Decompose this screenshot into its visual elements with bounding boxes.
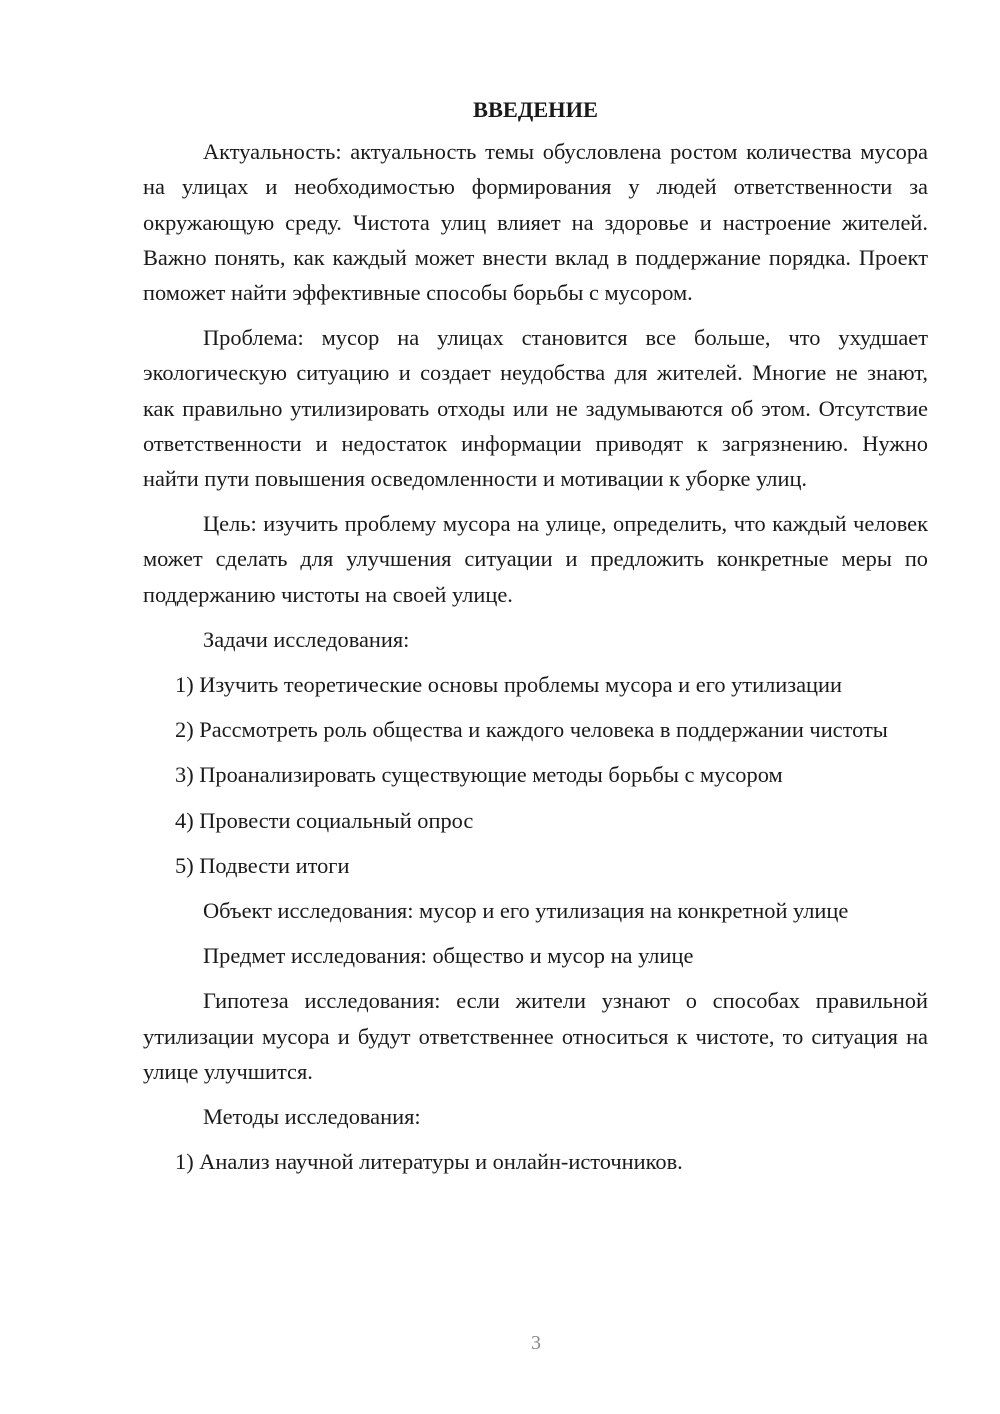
hypothesis-paragraph: Гипотеза исследования: если жители узнают о способах правильной утилизации мусора и будут ответственнее относиться к чистоте, то ситуация на улице улучшится. [143, 988, 928, 1084]
goal-paragraph: Цель: изучить проблему мусора на улице, определить, что каждый человек может сделать для улучшения ситуации и предложить конкретные меры по поддержанию чистоты на своей улице. [143, 511, 928, 607]
relevance-paragraph: Актуальность: актуальность темы обусловлена ростом количества мусора на улицах и необходимостью формирования у людей ответственности за окружающую среду. Чистота улиц влияет на здоровье и настроение жителей. Важно понять, как каждый может внести вклад в поддержание порядка. Проект поможет найти эффективные способы борьбы с мусором. [143, 139, 928, 306]
page-content [143, 92, 928, 1189]
task-item: 4) Провести социальный опрос [175, 807, 474, 833]
section-heading: ВВЕДЕНИЕ [473, 97, 598, 122]
task-item: 2) Рассмотреть роль общества и каждого человека в поддержании чистоты [175, 717, 888, 743]
tasks-title: Задачи исследования: [203, 626, 410, 652]
task-item: 5) Подвести итоги [175, 852, 350, 878]
page-number: 3 [531, 1332, 541, 1354]
problem-paragraph: Проблема: мусор на улицах становится все больше, что ухудшает экологическую ситуацию и создает неудобства для жителей. Многие не знают, как правильно утилизировать отходы или не задумываются об этом. Отсутствие ответственности и недостаток информации приводят к загрязнению. Нужно найти пути повышения осведомленности и мотивации к уборке улиц. [143, 325, 928, 492]
object-line: Объект исследования: мусор и его утилизация на конкретной улице [203, 898, 849, 924]
methods-title: Методы исследования: [203, 1104, 421, 1130]
tasks-list [143, 667, 928, 883]
subject-line: Предмет исследования: общество и мусор на улице [203, 943, 694, 969]
task-item: 3) Проанализировать существующие методы борьбы с мусором [175, 762, 783, 788]
task-item: 1) Изучить теоретические основы проблемы мусора и его утилизации [175, 672, 842, 698]
methods-list [143, 1144, 928, 1179]
method-item: 1) Анализ научной литературы и онлайн-источников. [175, 1149, 683, 1175]
